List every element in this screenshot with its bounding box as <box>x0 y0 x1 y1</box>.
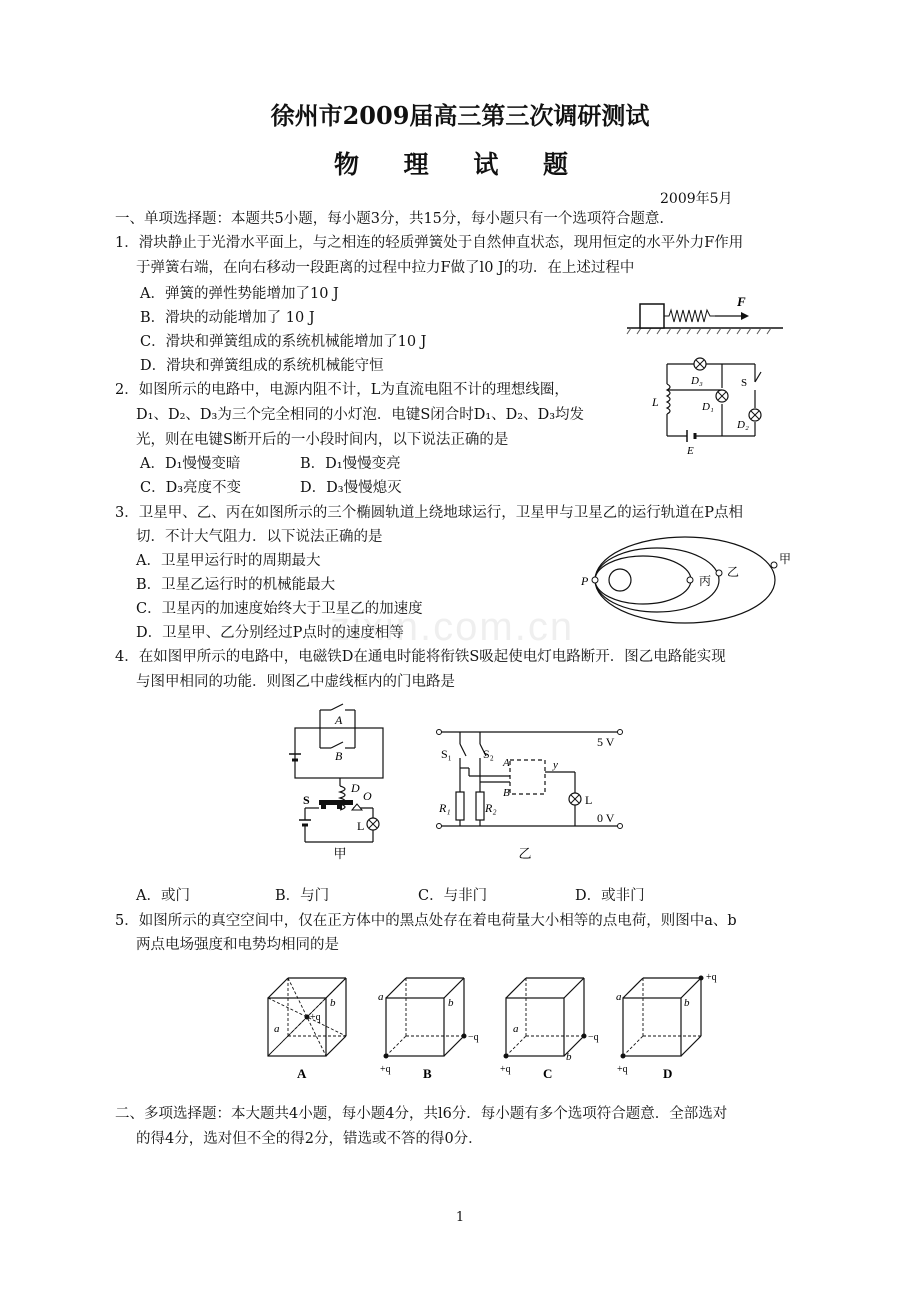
q1-option-c: C．滑块和弹簧组成的系统机械能增加了10 J <box>140 334 427 350</box>
q1-option-a: A．弹簧的弹性势能增加了10 J <box>140 286 339 302</box>
q5-b-point-b: b <box>448 997 454 1009</box>
q2-stem-line-1: 2．如图所示的电路中，电源内阻不计，L为直流电阻不计的理想线圈， <box>115 382 569 398</box>
q5-b-point-a: a <box>378 991 384 1003</box>
watermark: zixin.com.cn <box>330 605 575 649</box>
q2-option-d: D．D₃慢慢熄灭 <box>300 480 402 496</box>
q2-option-b: B．D₁慢慢变亮 <box>300 456 401 472</box>
q2-inductor-label: L <box>652 395 659 409</box>
q5-cube-d-label: D <box>663 1066 673 1081</box>
q3-satellite-bing-label: 丙 <box>699 574 712 588</box>
page-title: 徐州市2009届高三第三次调研测试 <box>270 101 650 130</box>
q1-spring-block-figure <box>625 290 785 335</box>
q5-c-point-b: b <box>566 1051 572 1063</box>
q3-option-c: C．卫星丙的加速度始终大于卫星乙的加速度 <box>136 601 423 617</box>
q4-fig1-lamp-l: L <box>357 819 365 833</box>
q4-option-d: D．或非门 <box>575 888 645 904</box>
q5-cubes-figure <box>260 968 730 1083</box>
q5-stem-line-1: 5．如图所示的真空空间中，仅在正方体中的黑点处存在着电荷量大小相等的点电荷，则图中a、b <box>115 913 737 929</box>
q2-circuit-figure <box>645 350 775 460</box>
q1-stem-line-1: 1．滑块静止于光滑水平面上，与之相连的轻质弹簧处于自然伸直状态，现用恒定的水平外力F作用 <box>115 235 744 251</box>
q2-battery-label: E <box>687 445 694 457</box>
q4-fig2-input-b: B <box>503 787 510 799</box>
q4-stem-line-1: 4．在如图甲所示的电路中，电磁铁D在通电时能将衔铁S吸起使电灯电路断开．图乙电路能实现 <box>115 649 726 665</box>
q4-fig1-armature-s: S <box>303 793 310 807</box>
q5-cube-b-label: B <box>423 1066 432 1081</box>
q4-fig1-coil-d: D <box>351 781 360 795</box>
q5-b-charge-pos: +q <box>380 1064 391 1075</box>
q1-stem-line-2: 于弹簧右端，在向右移动一段距离的过程中拉力F做了l0 J的功．在上述过程中 <box>136 260 635 276</box>
q5-d-charge-top: +q <box>706 972 717 983</box>
q2-lamp-d1-label: D₁ <box>702 401 714 413</box>
q4-fig1-caption: 甲 <box>333 846 347 860</box>
q3-stem-line-1: 3．卫星甲、乙、丙在如图所示的三个椭圆轨道上绕地球运行，卫星甲与卫星乙的运行轨道在P点相 <box>115 505 743 521</box>
q2-option-c: C．D₃亮度不变 <box>140 480 242 496</box>
q4-fig2-lamp-l: L <box>585 793 593 807</box>
q5-c-point-a: a <box>513 1023 519 1035</box>
q5-stem-line-2: 两点电场强度和电势均相同的是 <box>136 937 339 953</box>
q4-fig2-input-a: A <box>503 757 510 769</box>
q3-satellite-yi-label: 乙 <box>727 565 740 579</box>
q3-satellite-jia-label: 甲 <box>779 552 792 566</box>
exam-date: 2009年5月 <box>660 191 733 207</box>
q3-point-p-label: P <box>581 574 589 588</box>
q4-option-a: A．或门 <box>136 888 190 904</box>
q4-option-b: B．与门 <box>275 888 330 904</box>
q4-figure-yi <box>435 720 635 860</box>
q4-stem-line-2: 与图甲相同的功能．则图乙中虚线框内的门电路是 <box>136 674 455 690</box>
q5-a-point-b: b <box>330 997 336 1009</box>
q5-c-charge-neg: −q <box>588 1032 599 1043</box>
q2-lamp-d2-label: D₂ <box>737 419 749 431</box>
q3-option-a: A．卫星甲运行时的周期最大 <box>136 553 321 569</box>
q1-force-label: F <box>737 294 746 309</box>
q4-fig2-output-y: y <box>553 759 558 771</box>
section-2-heading-line-2: 的得4分，选对但不全的得2分，错选或不答的得0分． <box>136 1131 483 1147</box>
q4-figure-jia <box>285 700 405 860</box>
q4-fig2-switch-s2: S₂ <box>483 747 494 761</box>
q4-fig2-resistor-r1: R₁ <box>439 801 451 815</box>
q3-stem-line-2: 切．不计大气阻力．以下说法正确的是 <box>136 529 383 545</box>
page-number: 1 <box>455 1210 465 1225</box>
q5-b-charge-neg: −q <box>468 1032 479 1043</box>
q1-option-b: B．滑块的动能增加了 10 J <box>140 310 315 326</box>
q4-fig2-caption: 乙 <box>518 846 532 860</box>
q5-d-point-b: b <box>684 997 690 1009</box>
q4-option-c: C．与非门 <box>418 888 488 904</box>
q4-fig1-switch-b: B <box>335 749 343 763</box>
q4-fig2-0v-label: 0 V <box>597 811 615 825</box>
q3-option-d: D．卫星甲、乙分别经过P点时的速度相等 <box>136 625 404 641</box>
q3-orbit-figure <box>575 525 800 625</box>
q5-cube-c-label: C <box>543 1066 553 1081</box>
q5-a-charge: +q <box>310 1012 321 1023</box>
q2-stem-line-2: D₁、D₂、D₃为三个完全相同的小灯泡．电键S闭合时D₁、D₂、D₃均发 <box>136 407 585 423</box>
q4-fig1-pivot-o: O <box>363 789 372 803</box>
section-1-heading: 一、单项选择题：本题共5小题，每小题3分，共15分，每小题只有一个选项符合题意. <box>115 211 665 227</box>
section-2-heading-line-1: 二、多项选择题：本大题共4小题，每小题4分，共l6分．每小题有多个选项符合题意．全部选对 <box>115 1106 728 1122</box>
q2-option-a: A．D₁慢慢变暗 <box>140 456 241 472</box>
q4-fig1-switch-a: A <box>335 713 343 727</box>
q1-option-d: D．滑块和弹簧组成的系统机械能守恒 <box>140 358 384 374</box>
q4-fig2-5v-label: 5 V <box>597 735 615 749</box>
q2-switch-label: S <box>741 377 748 389</box>
q5-d-point-a: a <box>616 991 622 1003</box>
q2-lamp-d3-label: D₃ <box>691 375 703 387</box>
q2-stem-line-3: 光，则在电键S断开后的一小段时间内，以下说法正确的是 <box>136 432 509 448</box>
q4-fig2-resistor-r2: R₂ <box>485 801 497 815</box>
page-subtitle: 物 理 试 题 <box>333 150 587 179</box>
q5-a-point-a: a <box>274 1023 280 1035</box>
q5-d-charge-bottom: +q <box>617 1064 628 1075</box>
q4-fig2-switch-s1: S₁ <box>441 747 452 761</box>
q5-c-charge-pos: +q <box>500 1064 511 1075</box>
q5-cube-a-label: A <box>297 1066 307 1081</box>
q3-option-b: B．卫星乙运行时的机械能最大 <box>136 577 336 593</box>
